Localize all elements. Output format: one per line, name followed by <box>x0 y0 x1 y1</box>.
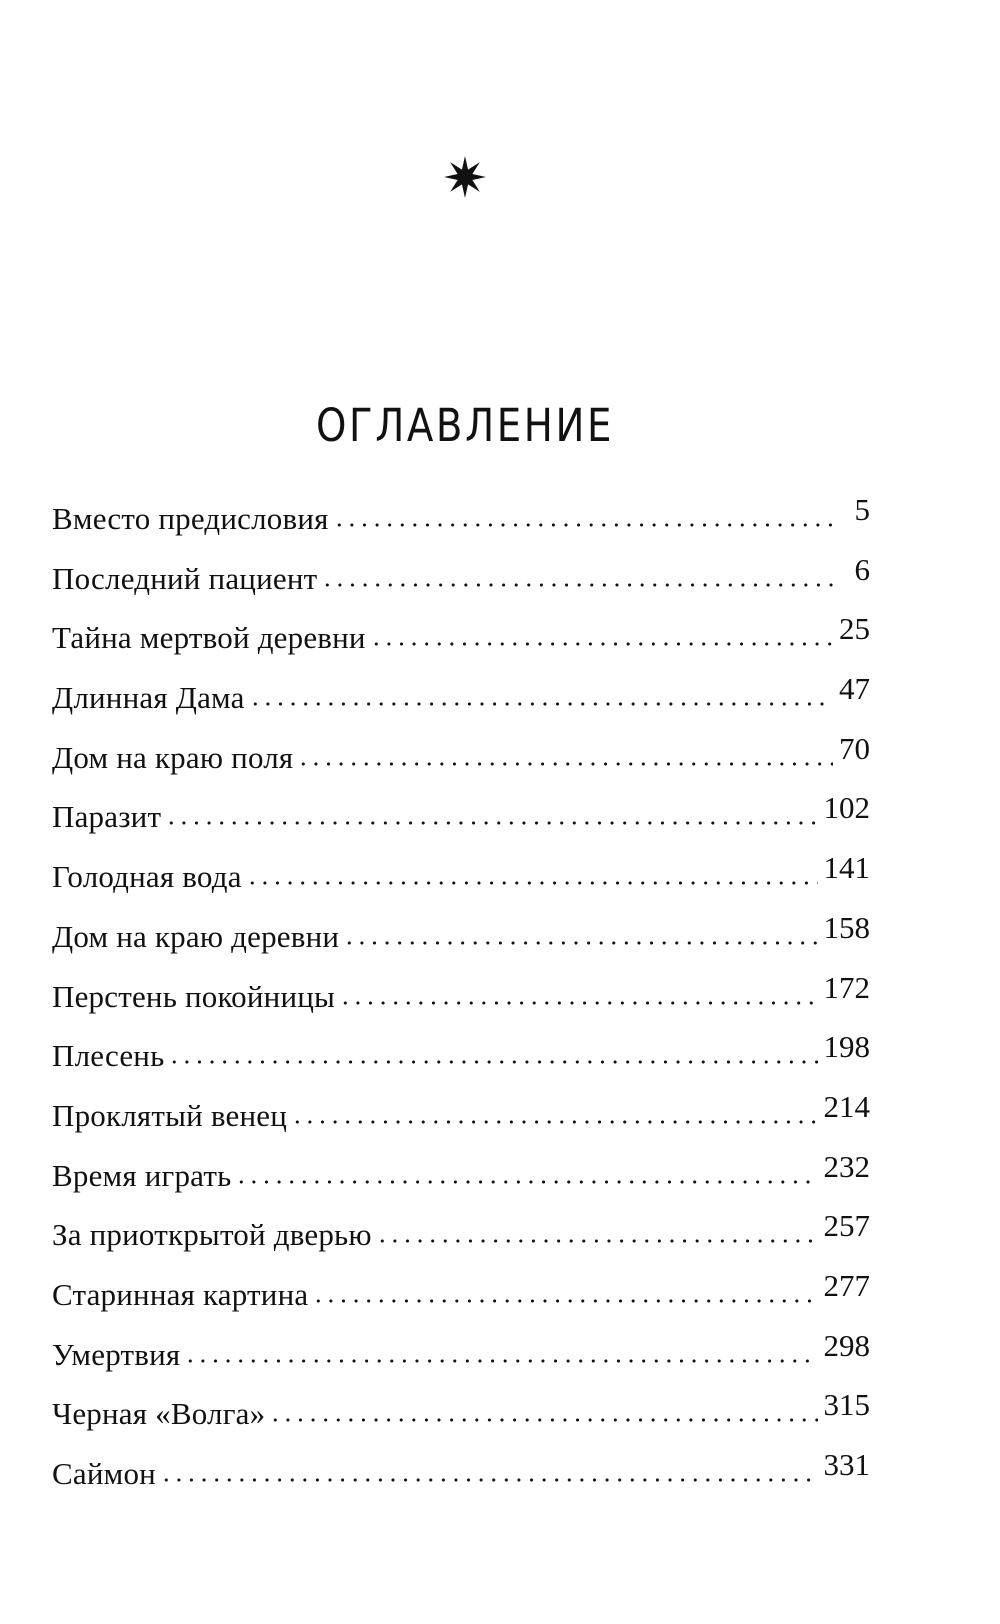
dot-leader <box>370 641 833 647</box>
dot-leader <box>297 761 833 767</box>
dot-leader <box>343 940 817 946</box>
dot-leader <box>312 1298 817 1304</box>
toc-entry-title: Время играть <box>52 1157 232 1193</box>
dot-leader <box>235 1179 817 1185</box>
toc-entry[interactable] <box>52 790 870 861</box>
toc-entry-title: Тайна мертвой деревни <box>52 620 366 656</box>
toc-entry-page: 5 <box>854 492 870 527</box>
toc-entry-page: 214 <box>823 1088 870 1124</box>
toc-entry-page: 172 <box>823 969 870 1005</box>
toc-entry-title: Дом на краю деревни <box>52 918 340 954</box>
dot-leader <box>321 582 834 588</box>
dot-leader <box>339 1000 817 1006</box>
dot-leader <box>168 1059 817 1065</box>
dot-leader <box>246 880 818 886</box>
toc-entry-page: 277 <box>823 1267 870 1303</box>
toc-entry[interactable] <box>52 1148 870 1220</box>
toc-entry[interactable] <box>52 1267 870 1339</box>
toc-entry-title: Умертвия <box>52 1336 181 1372</box>
toc-entry[interactable] <box>52 1387 870 1458</box>
toc-entry-title: Голодная вода <box>52 859 242 895</box>
toc-entry-title: Саймон <box>52 1456 156 1491</box>
toc-entry-page: 257 <box>823 1208 870 1244</box>
toc-entry-title: Проклятый венец <box>52 1097 288 1133</box>
toc-entry[interactable] <box>52 1088 870 1160</box>
toc-entry-page: 198 <box>823 1029 870 1065</box>
toc-entry-title: Дом на краю поля <box>52 739 294 775</box>
toc-entry[interactable] <box>52 969 870 1041</box>
toc-entry-page: 25 <box>839 611 870 647</box>
toc-entry[interactable] <box>52 492 870 563</box>
dot-leader <box>333 522 834 528</box>
toc-entry-page: 47 <box>839 671 870 707</box>
toc-entry-title: Черная «Волга» <box>52 1396 266 1432</box>
toc-entry[interactable] <box>52 551 870 623</box>
toc-entry[interactable] <box>52 850 870 921</box>
toc-entry-title: Последний пациент <box>52 560 318 596</box>
toc-entry[interactable] <box>52 1447 870 1518</box>
toc-entry-title: Плесень <box>52 1038 165 1074</box>
toc-entry[interactable] <box>52 1208 870 1279</box>
toc-entry[interactable] <box>52 671 870 742</box>
toc-entry-page: 331 <box>823 1447 870 1482</box>
toc-entry-page: 232 <box>823 1148 870 1184</box>
toc-entry-title: Перстень покойницы <box>52 978 336 1014</box>
dot-leader <box>249 701 833 707</box>
dot-leader <box>269 1417 817 1423</box>
dot-leader <box>165 820 817 826</box>
dot-leader <box>291 1119 817 1125</box>
page-title: ОГЛАВЛЕНИЕ <box>315 399 615 452</box>
toc-entry-title: Вместо предисловия <box>52 501 329 536</box>
table-of-contents <box>52 492 870 1518</box>
toc-entry-title: Старинная картина <box>52 1276 309 1312</box>
toc-entry[interactable] <box>52 909 870 981</box>
dot-leader <box>160 1477 818 1483</box>
toc-entry[interactable] <box>52 611 870 682</box>
toc-entry-page: 141 <box>823 850 870 886</box>
toc-entry-title: Длинная Дама <box>52 680 245 716</box>
toc-entry-page: 298 <box>823 1327 870 1363</box>
toc-entry[interactable] <box>52 1029 870 1100</box>
toc-entry-page: 158 <box>823 909 870 945</box>
toc-entry[interactable] <box>52 730 870 802</box>
toc-entry-page: 102 <box>823 790 870 826</box>
toc-entry[interactable] <box>52 1327 870 1399</box>
dot-leader <box>184 1358 817 1364</box>
toc-entry-title: За приоткрытой дверью <box>52 1217 372 1253</box>
dot-leader <box>376 1238 818 1244</box>
toc-entry-page: 70 <box>839 730 870 766</box>
toc-entry-title: Паразит <box>52 799 162 835</box>
toc-entry-page: 315 <box>823 1387 870 1423</box>
toc-entry-page: 6 <box>854 551 870 587</box>
eight-point-star-icon <box>443 155 487 199</box>
